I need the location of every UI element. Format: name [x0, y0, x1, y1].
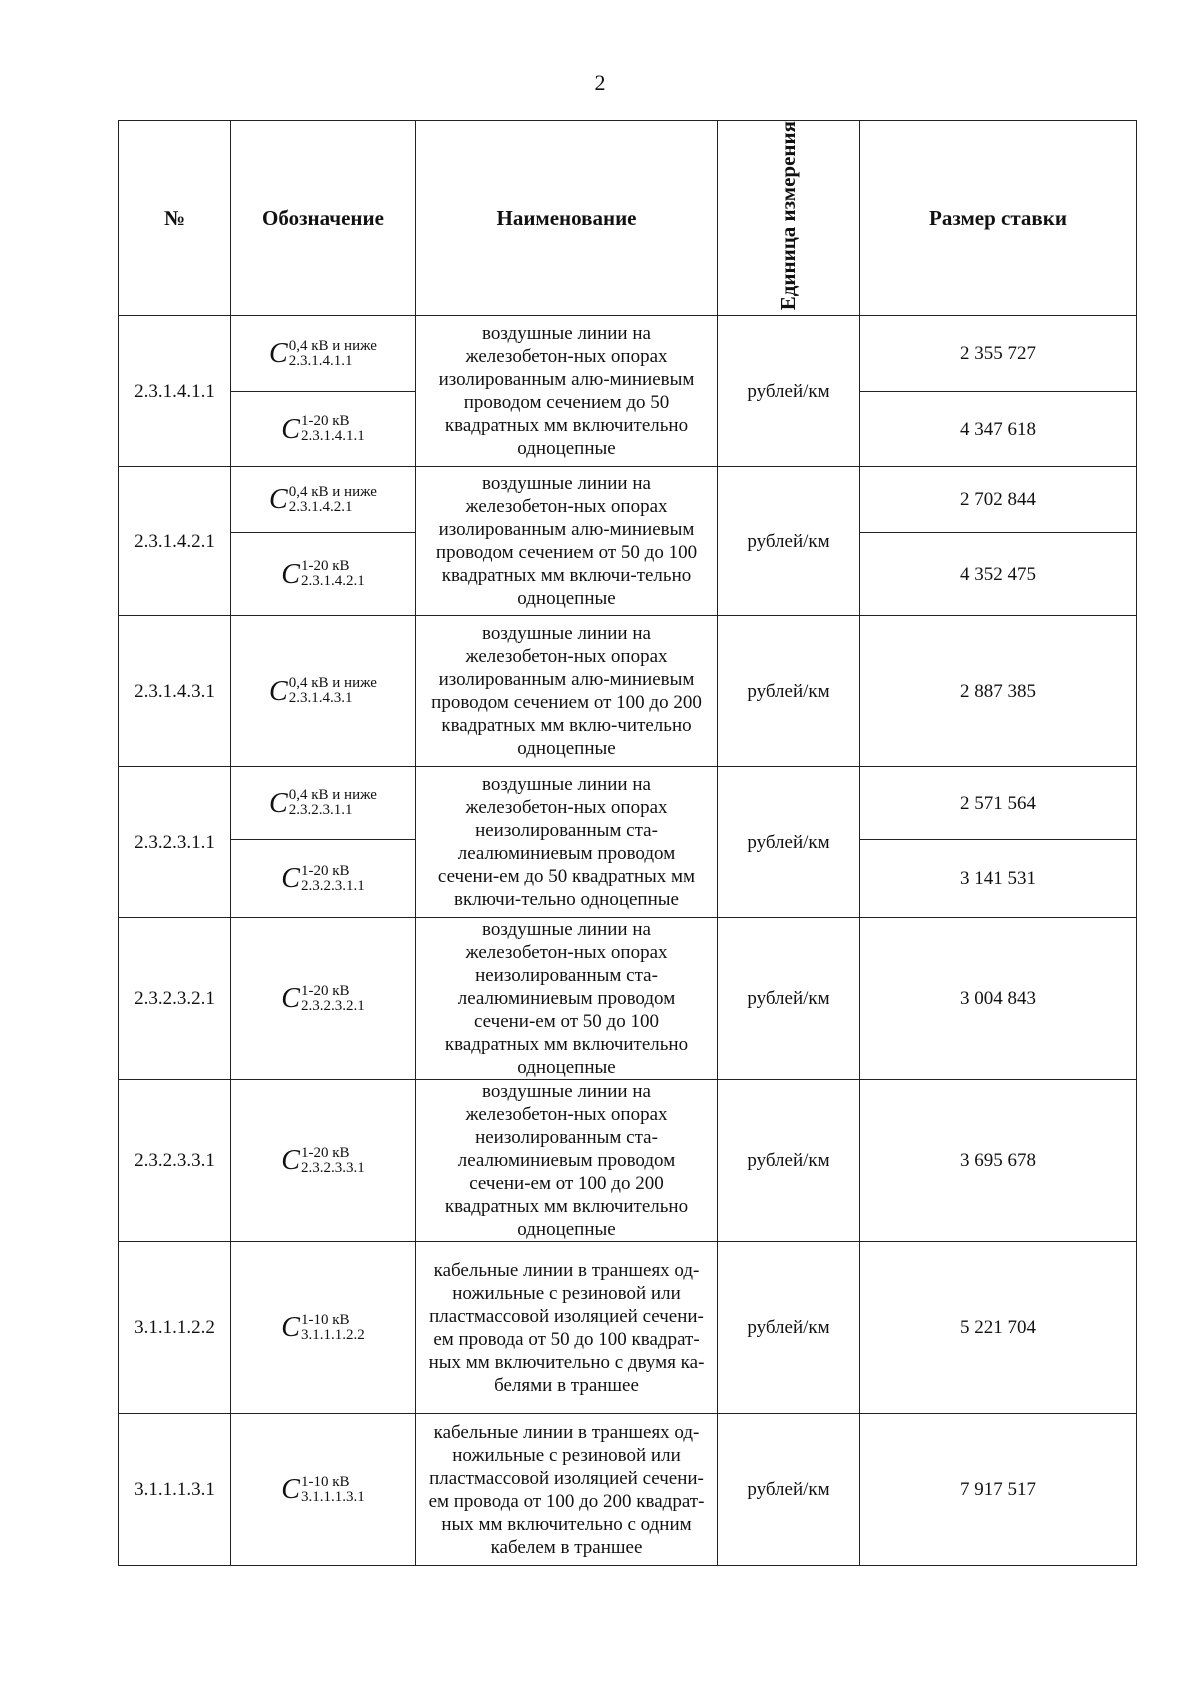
designation-symbol [281, 864, 364, 894]
header-unit [718, 121, 860, 316]
row-number: 3.1.1.1.2.2 [119, 1242, 231, 1414]
row-name: воздушные линии на железобетон-ных опорах изолированным алю-миниевым проводом сечением от 100 до 200 квадратных мм вклю-чительно одноцепные [416, 616, 718, 767]
rate-value: 2 702 844 [860, 467, 1137, 533]
symbol-letter: C [281, 558, 300, 590]
symbol-scripts [301, 1146, 365, 1176]
symbol-subscript: 2.3.2.3.2.1 [300, 997, 365, 1014]
designation-cell [231, 533, 416, 616]
header-designation: Обозначение [231, 121, 416, 316]
designation-symbol [269, 339, 377, 369]
table-row [119, 1242, 1137, 1414]
symbol-superscript: 1-20 кВ [300, 862, 350, 879]
table-row [119, 918, 1137, 1080]
row-number: 2.3.2.3.1.1 [119, 767, 231, 918]
table-row [119, 1414, 1137, 1566]
table-row [119, 616, 1137, 767]
row-number: 2.3.2.3.3.1 [119, 1080, 231, 1242]
row-unit: рублей/км [718, 1242, 860, 1414]
row-name: кабельные линии в траншеях од-ножильные с резиновой или пластмассовой изоляцией сечени-ем провода от 100 до 200 квадрат-ных мм включительно с одним кабелем в траншее [416, 1414, 718, 1566]
symbol-subscript: 2.3.1.4.3.1 [288, 690, 353, 707]
rate-value: 5 221 704 [860, 1242, 1137, 1414]
symbol-subscript: 2.3.1.4.2.1 [288, 498, 353, 515]
rate-value: 7 917 517 [860, 1414, 1137, 1566]
designation-symbol [281, 414, 364, 444]
symbol-letter: C [281, 1474, 300, 1506]
symbol-subscript: 2.3.1.4.1.1 [300, 428, 365, 445]
header-row [119, 121, 1137, 316]
row-name: воздушные линии на железобетон-ных опорах неизолированным ста-леалюминиевым проводом сечени-ем до 50 квадратных мм включи-тельно одноцепные [416, 767, 718, 918]
symbol-letter: C [281, 863, 300, 895]
rate-value: 2 355 727 [860, 316, 1137, 392]
symbol-superscript: 1-20 кВ [300, 1144, 350, 1161]
symbol-letter: C [281, 1145, 300, 1177]
symbol-superscript: 0,4 кВ и ниже [288, 787, 377, 804]
rate-value: 2 887 385 [860, 616, 1137, 767]
header-rate: Размер ставки [860, 121, 1137, 316]
row-name: воздушные линии на железобетон-ных опорах изолированным алю-миниевым проводом сечением от 50 до 100 квадратных мм включи-тельно одноцепные [416, 467, 718, 616]
row-unit: рублей/км [718, 1414, 860, 1566]
table-row [119, 767, 1137, 840]
designation-symbol [281, 984, 364, 1014]
rate-value: 3 695 678 [860, 1080, 1137, 1242]
row-number: 2.3.1.4.2.1 [119, 467, 231, 616]
designation-cell [231, 316, 416, 392]
row-unit: рублей/км [718, 316, 860, 467]
row-unit: рублей/км [718, 467, 860, 616]
symbol-letter: C [269, 675, 288, 707]
symbol-scripts [301, 414, 365, 444]
row-unit: рублей/км [718, 918, 860, 1080]
rate-value: 3 004 843 [860, 918, 1137, 1080]
designation-symbol [281, 1475, 364, 1505]
symbol-superscript: 1-20 кВ [300, 413, 350, 430]
row-unit: рублей/км [718, 616, 860, 767]
row-number: 3.1.1.1.3.1 [119, 1414, 231, 1566]
page-number: 2 [594, 70, 606, 95]
symbol-letter: C [269, 338, 288, 370]
symbol-letter: C [269, 787, 288, 819]
designation-cell [231, 467, 416, 533]
designation-cell [231, 1242, 416, 1414]
symbol-subscript: 2.3.2.3.1.1 [300, 877, 365, 894]
symbol-subscript: 3.1.1.1.3.1 [300, 1488, 365, 1505]
symbol-subscript: 3.1.1.1.2.2 [300, 1326, 365, 1343]
row-unit: рублей/км [718, 767, 860, 918]
symbol-superscript: 0,4 кВ и ниже [288, 675, 377, 692]
table-body [119, 316, 1137, 1566]
designation-symbol [281, 559, 364, 589]
symbol-scripts [289, 676, 377, 706]
table-row [119, 1080, 1137, 1242]
table-row [119, 316, 1137, 392]
designation-cell [231, 1414, 416, 1566]
row-name: воздушные линии на железобетон-ных опорах неизолированным ста-леалюминиевым проводом сечени-ем от 100 до 200 квадратных мм включительно одноцепные [416, 1080, 718, 1242]
row-unit: рублей/км [718, 1080, 860, 1242]
designation-cell [231, 767, 416, 840]
symbol-subscript: 2.3.1.4.1.1 [288, 352, 353, 369]
rate-value: 2 571 564 [860, 767, 1137, 840]
row-number: 2.3.1.4.1.1 [119, 316, 231, 467]
rate-value: 3 141 531 [860, 840, 1137, 918]
symbol-superscript: 1-10 кВ [300, 1311, 350, 1328]
header-name: Наименование [416, 121, 718, 316]
symbol-superscript: 0,4 кВ и ниже [288, 337, 377, 354]
symbol-scripts [301, 864, 365, 894]
symbol-superscript: 1-10 кВ [300, 1473, 350, 1490]
symbol-letter: C [281, 983, 300, 1015]
designation-symbol [281, 1146, 364, 1176]
designation-cell [231, 840, 416, 918]
row-number: 2.3.1.4.3.1 [119, 616, 231, 767]
table-row [119, 467, 1137, 533]
designation-cell [231, 918, 416, 1080]
symbol-superscript: 0,4 кВ и ниже [288, 483, 377, 500]
symbol-scripts [301, 1313, 365, 1343]
symbol-scripts [289, 485, 377, 515]
rate-value: 4 347 618 [860, 392, 1137, 467]
designation-cell [231, 1080, 416, 1242]
symbol-superscript: 1-20 кВ [300, 558, 350, 575]
symbol-scripts [289, 339, 377, 369]
designation-cell [231, 392, 416, 467]
symbol-letter: C [281, 1312, 300, 1344]
symbol-letter: C [269, 484, 288, 516]
symbol-scripts [289, 788, 377, 818]
symbol-superscript: 1-20 кВ [300, 982, 350, 999]
symbol-subscript: 2.3.1.4.2.1 [300, 573, 365, 590]
designation-symbol [281, 1313, 364, 1343]
row-name: воздушные линии на железобетон-ных опорах изолированным алю-миниевым проводом сечением до 50 квадратных мм включительно одноцепные [416, 316, 718, 467]
row-name: воздушные линии на железобетон-ных опорах неизолированным ста-леалюминиевым проводом сечени-ем от 50 до 100 квадратных мм включительно одноцепные [416, 918, 718, 1080]
symbol-scripts [301, 1475, 365, 1505]
symbol-subscript: 2.3.2.3.1.1 [288, 802, 353, 819]
symbol-subscript: 2.3.2.3.3.1 [300, 1159, 365, 1176]
symbol-scripts [301, 559, 365, 589]
designation-cell [231, 616, 416, 767]
designation-symbol [269, 485, 377, 515]
header-unit-text: Единица измерения [776, 121, 800, 311]
rate-value: 4 352 475 [860, 533, 1137, 616]
designation-symbol [269, 676, 377, 706]
symbol-scripts [301, 984, 365, 1014]
rates-table [118, 120, 1137, 1566]
row-name: кабельные линии в траншеях од-ножильные с резиновой или пластмассовой изоляцией сечени-ем провода от 50 до 100 квадрат-ных мм включительно с двумя ка-белями в траншее [416, 1242, 718, 1414]
designation-symbol [269, 788, 377, 818]
row-number: 2.3.2.3.2.1 [119, 918, 231, 1080]
header-num: № [119, 121, 231, 316]
symbol-letter: C [281, 413, 300, 445]
